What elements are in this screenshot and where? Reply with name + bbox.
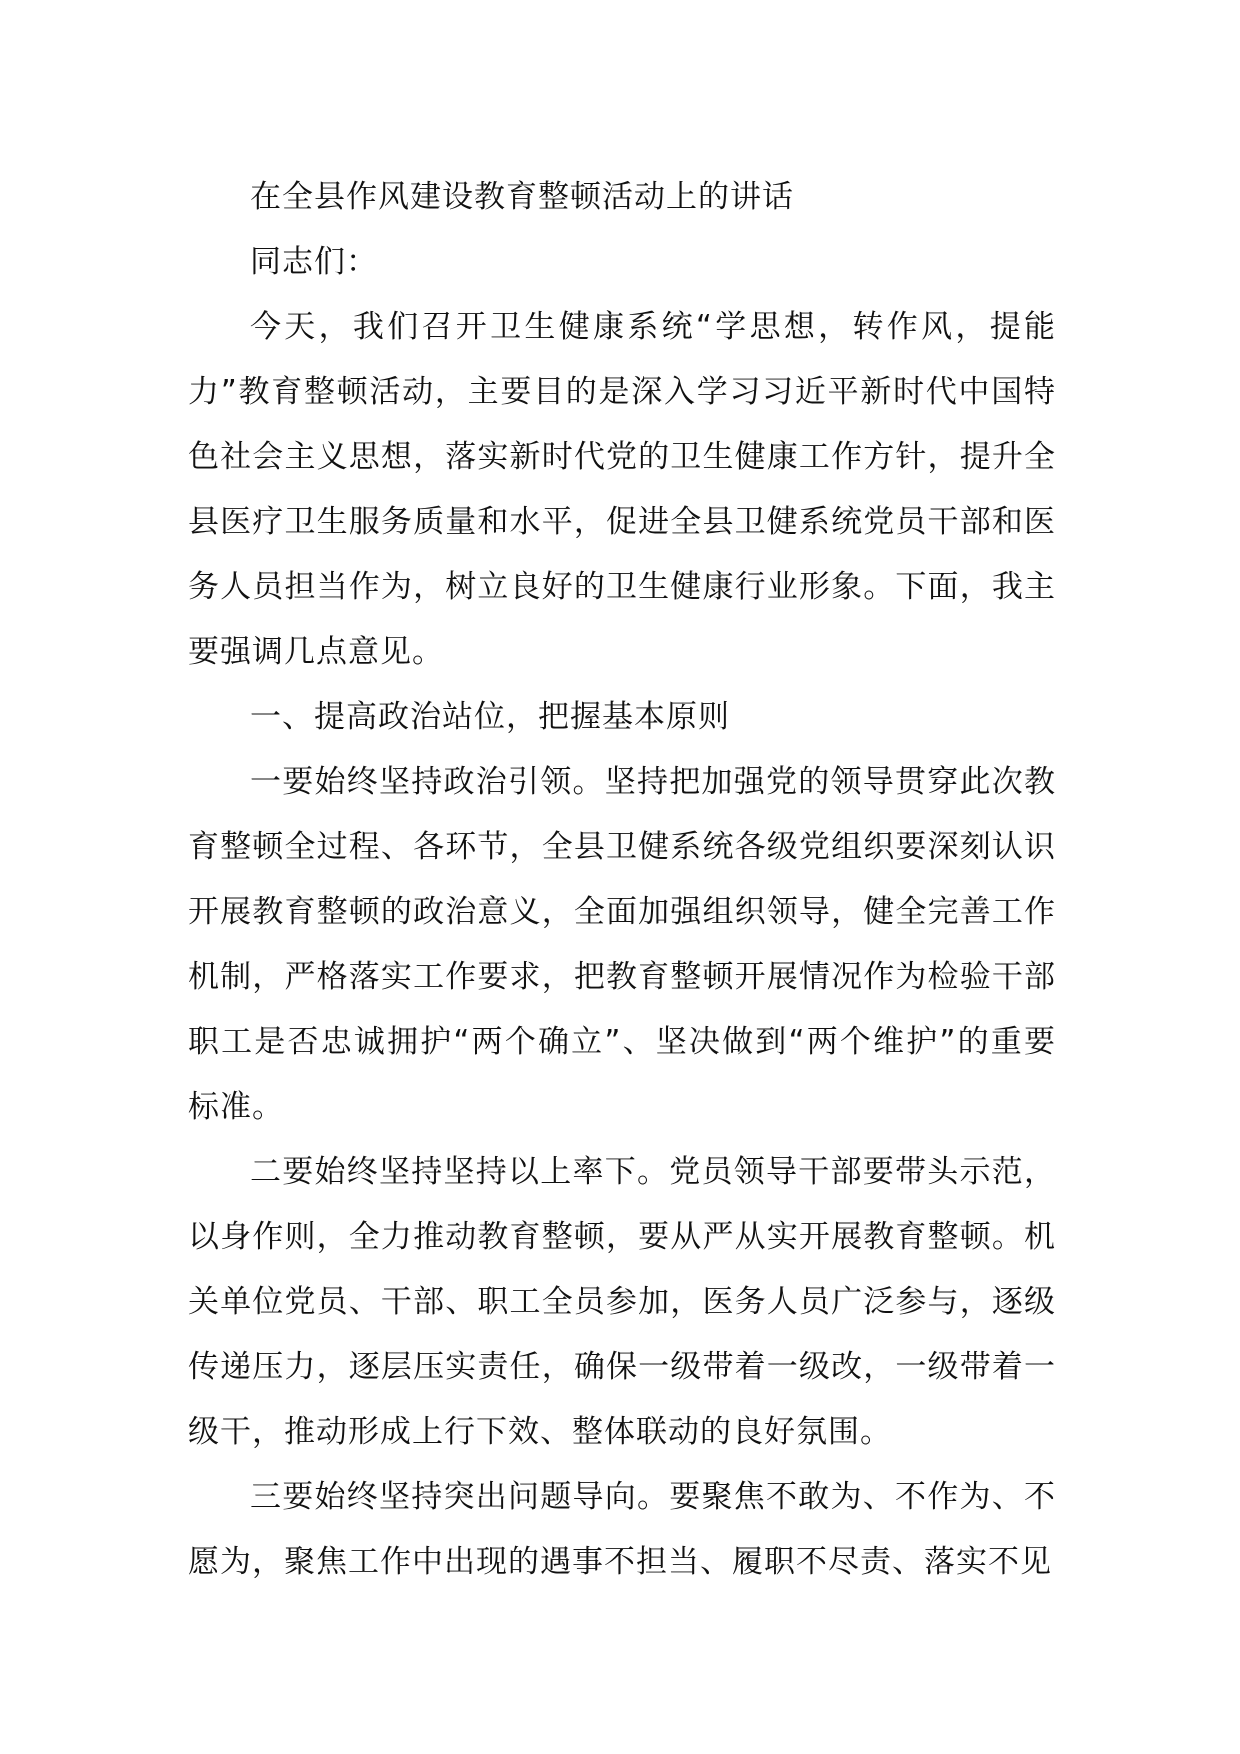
paragraph-point-3: 三要始终坚持突出问题导向。要聚焦不敢为、不作为、不愿为，聚焦工作中出现的遇事不担当、履职不尽责、落实不见 — [188, 1479, 1056, 1580]
paragraph-point-2: 二要始终坚持坚持以上率下。党员领导干部要带头示范，以身作则，全力推动教育整顿，要从严从实开展教育整顿。机关单位党员、干部、职工全员参加，医务人员广泛参与，逐级传递压力，逐层压实责任，确保一级带着一级改，一级带着一级干，推动形成上行下效、整体联动的良好氛围。 — [188, 1154, 1056, 1450]
document-title: 在全县作风建设教育整顿活动上的讲话 — [250, 179, 794, 215]
paragraph-point-1: 一要始终坚持政治引领。坚持把加强党的领导贯穿此次教育整顿全过程、各环节，全县卫健系统各级党组织要深刻认识开展教育整顿的政治意义，全面加强组织领导，健全完善工作机制，严格落实工作要求，把教育整顿开展情况作为检验干部职工是否忠诚拥护“两个确立”、坚决做到“两个维护”的重要标准。 — [188, 764, 1056, 1125]
document-body — [188, 165, 1056, 1595]
paragraph-intro: 今天，我们召开卫生健康系统“学思想，转作风，提能力”教育整顿活动，主要目的是深入学习习近平新时代中国特色社会主义思想，落实新时代党的卫生健康工作方针，提升全县医疗卫生服务质量和水平，促进全县卫健系统党员干部和医务人员担当作为，树立良好的卫生健康行业形象。下面，我主要强调几点意见。 — [188, 309, 1056, 670]
salutation: 同志们： — [250, 244, 378, 280]
section-heading-1: 一、提高政治站位，把握基本原则 — [250, 699, 730, 735]
